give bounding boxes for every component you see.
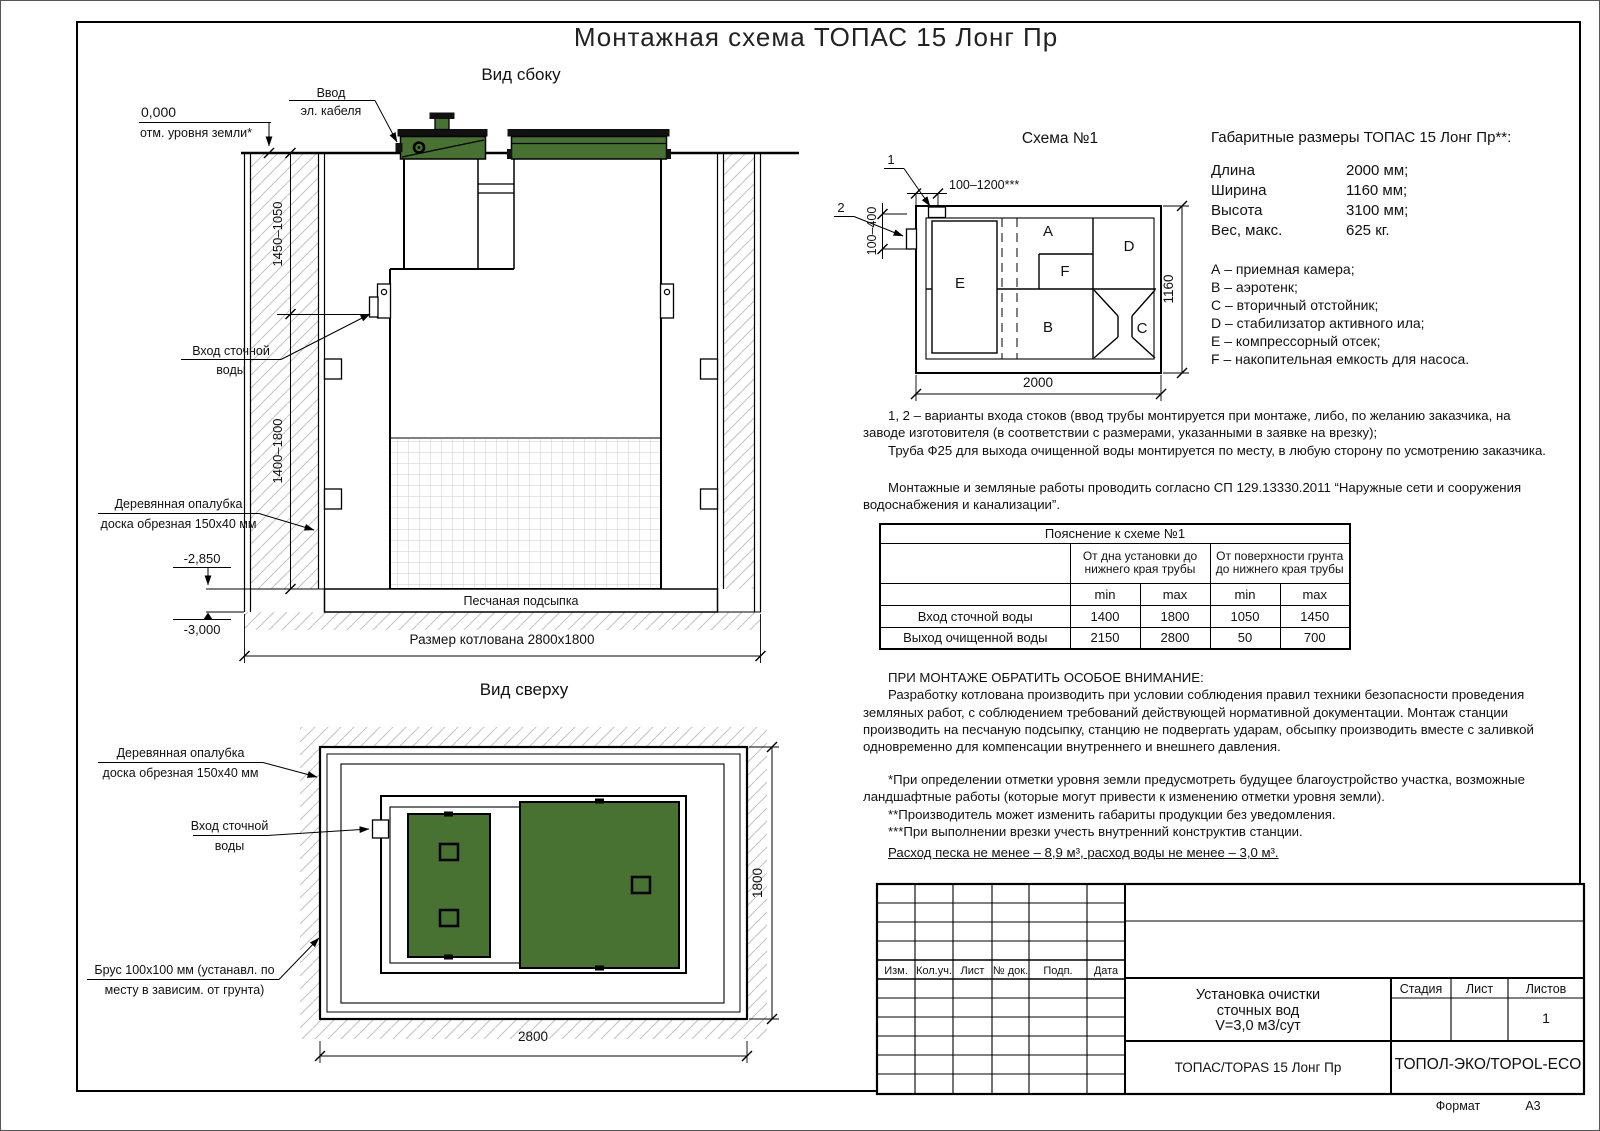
cell: 50 [1210, 627, 1280, 649]
inlet-label-top-1: Вход сточной [190, 819, 269, 833]
spec-value: 2000 мм; [1346, 162, 1409, 179]
tank-lids [396, 113, 672, 160]
asterisk-line: ландшафтные работы (которые могут привести к изменению отметки уровня земли). [863, 789, 1385, 805]
level-sand-label: -2,850 [183, 551, 221, 566]
spec-label: Длина [1211, 162, 1255, 179]
table-group-1: От дна установки до нижнего края трубы [1070, 543, 1210, 583]
formwork-label-2: доска обрезная 150х40 мм [100, 517, 257, 531]
level-zero-sublabel: отм. уровня земли* [140, 126, 253, 140]
tank-ribbed-zone [391, 439, 660, 588]
dim-depth-lower: 1400–1800 [270, 418, 285, 484]
warning-block [863, 669, 1575, 755]
warning-heading: ПРИ МОНТАЖЕ ОБРАТИТЬ ОСОБОЕ ВНИМАНИЕ: [888, 670, 1204, 685]
col-max: max [1140, 583, 1210, 605]
callout-1: 1 [887, 152, 895, 167]
cell: 1050 [1210, 605, 1280, 627]
beam-label-1: Брус 100х100 мм (устанавл. по [94, 963, 275, 977]
col-min: min [1070, 583, 1140, 605]
spec-value: 3100 мм; [1346, 202, 1409, 219]
compartment-label-c: C [1136, 320, 1148, 337]
inlet-label-1: Вход сточной [192, 344, 270, 358]
legend-item: А – приемная камера; [1211, 261, 1355, 277]
cell: 2800 [1140, 627, 1210, 649]
compartment-label-f: F [1060, 263, 1070, 280]
compartment-label-a: A [1042, 223, 1053, 240]
warning-line: земляных работ, с соблюдением требований действующей нормативной документации. Монтаж станции [863, 704, 1509, 720]
legend-item: В – аэротенк; [1211, 279, 1298, 295]
timber-beam [325, 359, 342, 379]
spec-value: 625 кг. [1346, 222, 1390, 239]
format-value: А3 [1525, 1099, 1541, 1113]
sand-bedding-label: Песчаная подсыпка [463, 594, 579, 608]
table-row [880, 627, 1350, 649]
level-bottom-label: -3,000 [183, 622, 221, 637]
asterisk-notes [863, 771, 1575, 840]
note-line: Труба Ф25 для выхода очищенной воды монтируется по месту, в любую сторону по усмотрению заказчика. [888, 442, 1546, 458]
leader-lines [98, 101, 397, 620]
inlet-option-1 [929, 207, 946, 218]
cable-entry-point [396, 143, 403, 152]
stamp-sheets-header: Листов [1525, 982, 1567, 996]
timber-beam [325, 489, 342, 509]
level-zero-label: 0,000 [141, 104, 177, 120]
row-label: Вход сточной воды [880, 605, 1070, 627]
note-line: 1, 2 – варианты входа стоков (ввод трубы монтируется при монтаже, либо, по желанию заказчика, на [888, 408, 1511, 423]
warning-line: Разработку котлована производить при условии соблюдения правил техники безопасности проведения [888, 687, 1525, 703]
timber-beam [701, 359, 718, 379]
notes-paragraph-1 [863, 407, 1575, 459]
sewage-inlet-stub [370, 297, 379, 317]
rev-header-podp: Подп. [1043, 965, 1073, 977]
inlet-label-top-2: воды [214, 839, 245, 853]
dim-1800: 1800 [750, 867, 765, 899]
callout-2: 2 [837, 200, 845, 215]
legend-item: Е – компрессорный отсек; [1211, 333, 1381, 349]
beam-label-2: месту в зависим. от грунта) [104, 983, 265, 997]
dim-2000: 2000 [1022, 375, 1054, 390]
warning-line: производить на песчаную подсыпку, станцию не подвергать ударам, обсыпку производить вместе с заливкой [863, 721, 1534, 737]
small-lid-top [408, 814, 490, 957]
dim-1160: 1160 [1161, 274, 1176, 304]
formwork-label-top-1: Деревянная опалубка [116, 746, 245, 760]
side-view-drawing [98, 101, 799, 664]
soil-hatch-bottom [244, 612, 761, 630]
row-label: Выход очищенной воды [880, 627, 1070, 649]
inlet-option-2 [907, 229, 917, 249]
pit-size-label: Размер котлована 2800х1800 [409, 632, 595, 647]
stamp-sheets-value: 1 [1542, 1010, 1550, 1026]
note-line: водоснабжения и канализации”. [863, 497, 1060, 513]
spec-label: Высота [1211, 202, 1263, 219]
legend-item: С – вторичный отстойник; [1211, 297, 1379, 313]
cell: 1800 [1140, 605, 1210, 627]
dim-2800: 2800 [517, 1029, 549, 1044]
asterisk-line: ***При выполнении врезки учесть внутренний конструктив станции. [888, 823, 1303, 839]
doc-title-line: сточных вод [1216, 1003, 1300, 1019]
cell: 700 [1280, 627, 1350, 649]
stamp-stage-header: Стадия [1399, 982, 1443, 996]
legend-item: D – стабилизатор активного ила; [1211, 315, 1425, 331]
spec-label: Вес, макс. [1211, 222, 1283, 239]
format-label: Формат [1435, 1099, 1481, 1113]
compartment-label-e: E [954, 275, 965, 292]
compartment-label-b: B [1042, 319, 1053, 336]
doc-title-line: V=3,0 м3/сут [1215, 1018, 1301, 1034]
rev-header-data: Дата [1093, 965, 1119, 977]
rev-header-izm: Изм. [884, 965, 908, 977]
cell: 1450 [1280, 605, 1350, 627]
sheet-title: Монтажная схема ТОПАС 15 Лонг Пр [573, 22, 1059, 52]
specs-heading: Габаритные размеры ТОПАС 15 Лонг Пр**: [1211, 129, 1512, 146]
explanation-table [879, 523, 1351, 650]
dim-depth-upper: 1450–1050 [270, 201, 285, 267]
stamp-company: ТОПОЛ-ЭКО/TOPOL-ECO [1394, 1056, 1582, 1073]
col-max: max [1280, 583, 1350, 605]
cell: 2150 [1070, 627, 1140, 649]
compartment-label-d: D [1123, 238, 1135, 255]
note-line: заводе изготовителя (в соответствии с размерами, указанными в заявке на врезку); [863, 425, 1378, 441]
schema-caption: Схема №1 [1021, 130, 1099, 147]
legend-item: F – накопительная емкость для насоса. [1211, 351, 1470, 367]
tank-body [390, 159, 661, 589]
stamp-sheet-header: Лист [1465, 982, 1494, 996]
cable-entry-label-1: Ввод [316, 86, 346, 100]
dim-100-1200: 100–1200*** [949, 178, 1020, 192]
vent-pipe [435, 118, 449, 130]
rev-header-koluch: Кол.уч. [915, 965, 953, 977]
col-min: min [1210, 583, 1280, 605]
notes-paragraph-2 [863, 479, 1575, 514]
rev-header-list: Лист [960, 965, 985, 977]
asterisk-line: **Производитель может изменить габариты продукции без уведомления. [888, 806, 1336, 822]
stamp-model: ТОПАС/TOPAS 15 Лонг Пр [1174, 1060, 1342, 1075]
dim-100-400: 100–400 [865, 206, 879, 256]
table-title: Пояснение к схеме №1 [880, 524, 1350, 543]
doc-title-line: Установка очистки [1195, 987, 1321, 1003]
spec-label: Ширина [1211, 182, 1267, 199]
formwork-label-top-2: доска обрезная 150х40 мм [102, 766, 259, 780]
table-row [880, 605, 1350, 627]
timber-beam [701, 489, 718, 509]
inlet-label-2: воды [216, 363, 246, 377]
rev-header-ndok: № док. [992, 965, 1029, 977]
schema-drawing [834, 169, 1189, 402]
large-lid-top [520, 802, 679, 968]
cable-entry-label-2: эл. кабеля [300, 104, 362, 118]
cell: 1400 [1070, 605, 1140, 627]
note-line: Монтажные и земляные работы проводить согласно СП 129.13330.2011 “Наружные сети и сооружения [888, 480, 1522, 495]
spec-value: 1160 мм; [1346, 182, 1408, 199]
formwork-label-1: Деревянная опалубка [114, 497, 243, 511]
consumption-note: Расход песка не менее – 8,9 м³, расход воды не менее – 3,0 м³. [888, 845, 1279, 860]
sewage-inlet-stub-top [373, 820, 389, 838]
large-lid [512, 137, 667, 160]
warning-line: одновременно для компенсации внутреннего и внешнего давления. [863, 739, 1281, 755]
table-group-2: От поверхности грунта до нижнего края трубы [1210, 543, 1350, 583]
soil-hatch-right [724, 153, 754, 589]
asterisk-line: *При определении отметки уровня земли предусмотреть будущее благоустройство участка, возможные [888, 772, 1525, 787]
top-view-caption: Вид сверху [479, 680, 569, 699]
side-view-caption: Вид сбоку [481, 65, 561, 84]
